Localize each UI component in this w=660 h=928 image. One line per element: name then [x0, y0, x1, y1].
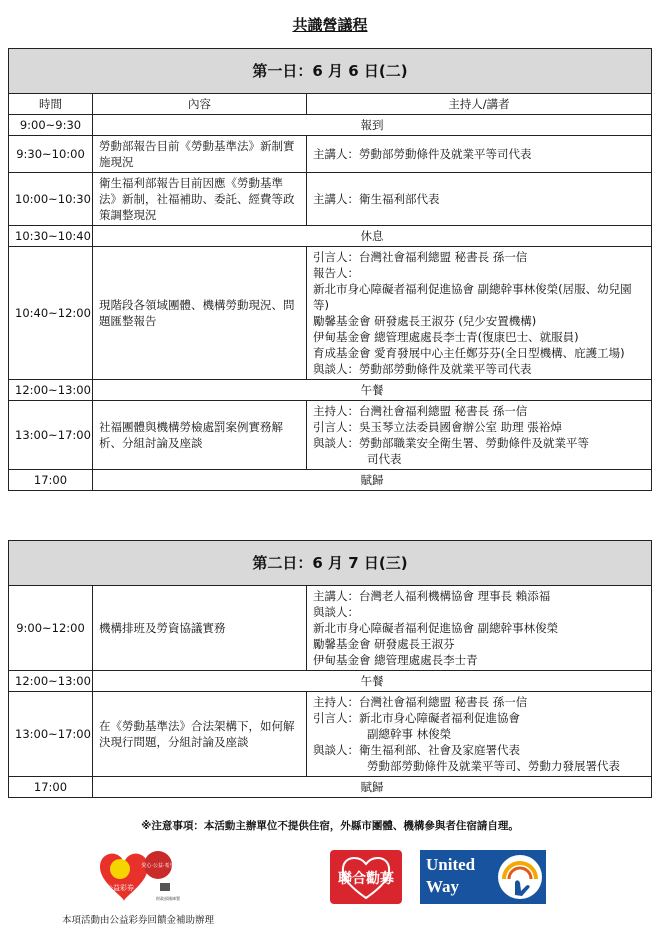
table-row: 17:00 賦歸	[9, 470, 652, 491]
hand-rainbow-icon	[498, 853, 542, 901]
uw-line2: Way	[426, 877, 460, 896]
svg-text:財政部國庫署: 財政部國庫署	[156, 896, 180, 901]
notice-text: ※注意事項：本活動主辦單位不提供住宿，外縣市團體、機構參與者住宿請自理。	[141, 820, 519, 832]
day2-schedule-table	[8, 540, 652, 798]
day1-heading: 第一日：6 月 6 日(二)	[9, 49, 652, 94]
day1-schedule-table	[8, 48, 652, 491]
table-row: 17:00 賦歸	[9, 777, 652, 798]
day2-heading: 第二日：6 月 7 日(三)	[9, 541, 652, 586]
svg-text:愛心·公益·希望: 愛心·公益·希望	[141, 863, 175, 869]
svg-text:公益彩券: 公益彩券	[106, 884, 134, 892]
table-row: 12:00~13:00 午餐	[9, 671, 652, 692]
united-logo-text: 聯合勸募	[338, 871, 394, 887]
public-lottery-logo	[90, 845, 190, 905]
table-row: 12:00~13:00 午餐	[9, 380, 652, 401]
col-content-header: 內容	[93, 94, 307, 115]
table-row: 13:00~17:00 社福團體與機構勞檢處罰案例實務解析、分組討論及座談 主持人：台灣社會福利總盟 秘書長 孫一信 引言人：吳玉琴立法委員國會辦公室 助理 張裕焯 與談人：勞動部職業安全衛生署、勞動條件及就業平等 司代表	[9, 401, 652, 470]
table-row: 9:00~9:30 報到	[9, 115, 652, 136]
uw-line1: United	[426, 855, 476, 874]
table-row: 10:00~10:30 衛生福利部報告目前因應《勞動基準法》新制，社福補助、委託、經費等政策調整現況 主講人：衛生福利部代表	[9, 173, 652, 226]
col-time-header: 時間	[9, 94, 93, 115]
col-host-header: 主持人/講者	[307, 94, 652, 115]
united-way-logo	[420, 850, 546, 904]
table-row: 9:30~10:00 勞動部報告目前《勞動基準法》新制實施現況 主講人：勞動部勞動條件及就業平等司代表	[9, 136, 652, 173]
table-row: 13:00~17:00 在《勞動基準法》合法架構下，如何解決現行問題，分組討論及座談 主持人：台灣社會福利總盟 秘書長 孫一信 引言人：新北市身心障礙者福利促進協會 副總幹事 林俊榮 與談人：衛生福利部、社會及家庭署代表 勞動部勞動條件及就業平等司、勞動力發展署代表	[9, 692, 652, 777]
table-row: 10:40~12:00 現階段各領域團體、機構勞動現況、問題匯整報告 引言人：台灣社會福利總盟 秘書長 孫一信 報告人： 新北市身心障礙者福利促進協會 副總幹事林俊榮(居服、幼兒園等) 勵馨基金會 研發處長王淑芬 (兒少安置機構) 伊甸基金會 總管理處處長李士青(復康巴士、就服員) 育成基金會 愛育發展中心主任鄭芬芬(全日型機構、庇護工場) 與談人：勞動部勞動條件及就業平等司代表	[9, 247, 652, 380]
table-row: 10:30~10:40 休息	[9, 226, 652, 247]
table-row: 9:00~12:00 機構排班及勞資協議實務 主講人：台灣老人福利機構協會 理事長 賴添福 與談人： 新北市身心障礙者福利促進協會 副總幹事林俊榮 勵馨基金會 研發處長王淑芬 伊甸基金會 總管理處處長李士青	[9, 586, 652, 671]
page-title: 共識營議程	[292, 16, 368, 34]
footer-text: 本項活動由公益彩券回饋金補助辦理	[62, 915, 215, 926]
united-way-taiwan-logo	[330, 850, 402, 904]
